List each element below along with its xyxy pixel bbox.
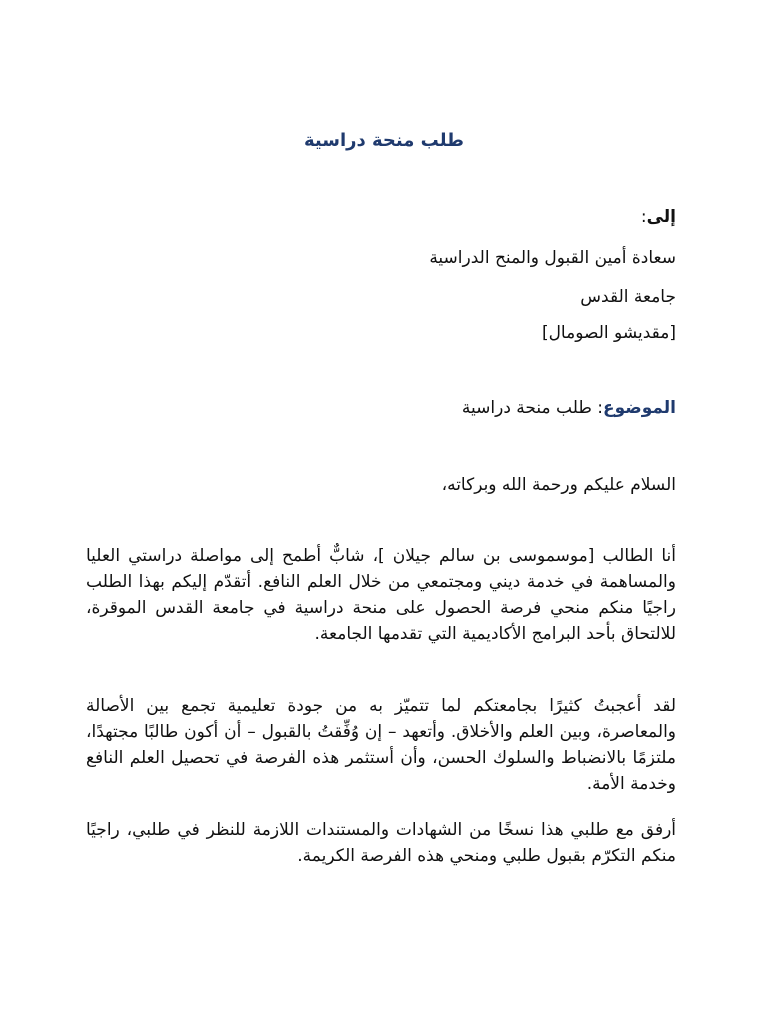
recipient-label: إلى — [646, 207, 676, 227]
recipient-line-2: جامعة القدس — [580, 287, 676, 307]
subject-line — [76, 396, 676, 420]
body-paragraph-2: لقد أعجبتُ كثيرًا بجامعتكم لما تتميّز به من جودة تعليمية تجمع بين الأصالة والمعاصرة، وبين العلم والأخلاق. وأتعهد – إن وُفِّقتُ بالقبول – أن أكون طالبًا مجتهدًا، ملتزمًا بالانضباط والسلوك الحسن، وأن أستثمر هذه الفرصة في تحصيل العلم النافع وخدمة الأمة. — [86, 696, 676, 794]
subject-label: الموضوع — [603, 398, 676, 418]
greeting: السلام عليكم ورحمة الله وبركاته، — [441, 475, 676, 495]
body-paragraph-3: أرفق مع طلبي هذا نسخًا من الشهادات والمستندات اللازمة للنظر في طلبي، راجيًا منكم التكرّم بقبول طلبي ومنحي هذه الفرصة الكريمة. — [86, 820, 676, 866]
letter-title: طلب منحة دراسية — [303, 130, 464, 151]
subject-colon: : — [597, 398, 604, 418]
recipient-label-line — [76, 205, 676, 229]
recipient-line-3: [مقديشو الصومال] — [541, 323, 676, 343]
body-paragraph-1: أنا الطالب [موسموسى بن سالم جيلان ]، شابٌّ أطمح إلى مواصلة دراستي العليا والمساهمة في خدمة ديني ومجتمعي من خلال العلم النافع. أتقدّم إليكم بهذا الطلب راجيًا منكم منحي فرصة الحصول على منحة دراسية في جامعة القدس الموقرة، للالتحاق بأحد البرامج الأكاديمية التي تقدمها الجامعة. — [86, 546, 676, 644]
subject-text: طلب منحة دراسية — [461, 398, 598, 418]
recipient-line-1: سعادة أمين القبول والمنح الدراسية — [429, 248, 676, 268]
recipient-label-colon: : — [640, 207, 647, 227]
